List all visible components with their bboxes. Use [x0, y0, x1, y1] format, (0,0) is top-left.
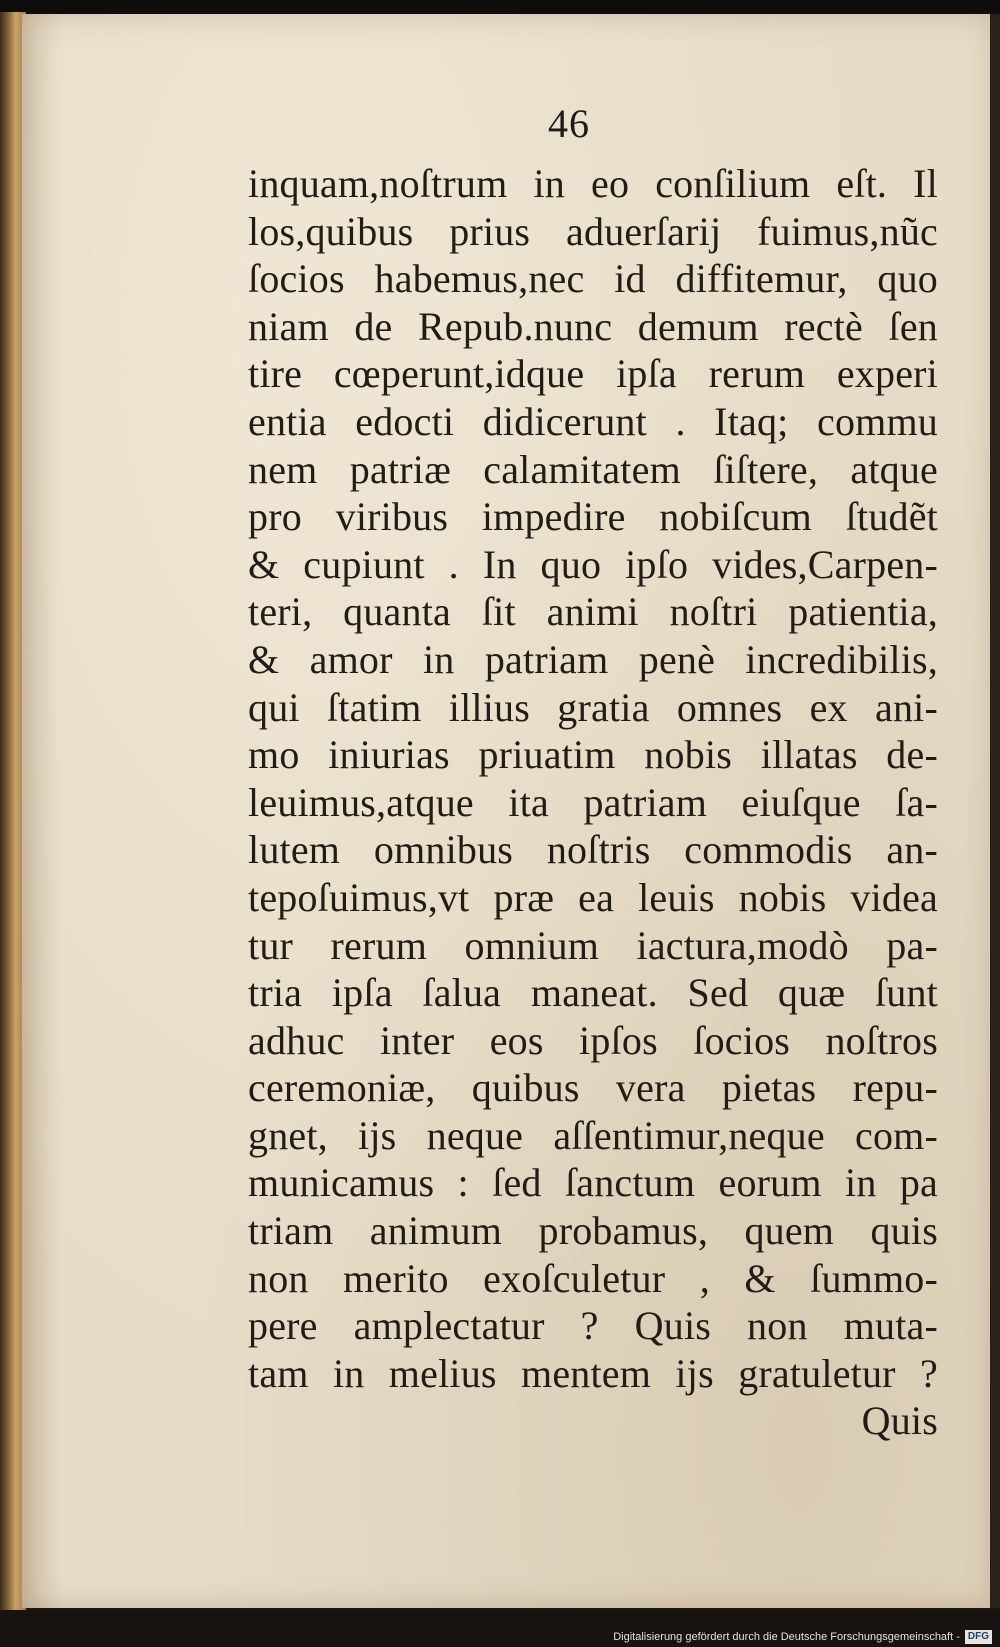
text-line: mo iniurias priuatim nobis illatas de- — [248, 732, 938, 778]
text-line: non merito exoſculetur , & ſummo- — [248, 1255, 938, 1301]
text-line: triam animum probamus, quem quis — [248, 1208, 938, 1254]
text-line: & amor in patriam penè incredibilis, — [248, 636, 938, 682]
text-line: ceremoniæ, quibus vera pietas repu- — [248, 1065, 938, 1111]
text-line: adhuc inter eos ipſos ſocios noſtros — [248, 1017, 938, 1063]
text-line: inquam,noſtrum in eo conſilium eſt. Il — [248, 161, 938, 206]
text-line: niam de Repub.nunc demum rectè ſen — [248, 303, 938, 349]
text-line: teri, quanta ſit animi noſtri patientia, — [248, 589, 938, 635]
text-line: tire cœperunt,idque ipſa rerum experi — [248, 351, 938, 397]
text-line: & cupiunt . In quo ipſo vides,Carpen- — [248, 541, 938, 587]
text-line: tur rerum omnium iactura,modò pa- — [248, 922, 938, 968]
text-line: gnet, ijs neque aſſentimur,neque com- — [248, 1112, 938, 1158]
text-line: los,quibus prius aduerſarij fuimus,nũc — [248, 208, 938, 254]
credit-text: Digitalisierung gefördert durch die Deutsche Forschungsgemeinschaft - — [613, 1631, 960, 1643]
text-line: municamus : ſed ſanctum eorum in pa — [248, 1160, 938, 1206]
text-line: nem patriæ calamitatem ſiſtere, atque — [248, 446, 938, 492]
text-line: ſocios habemus,nec id diffitemur, quo — [248, 256, 938, 302]
text-line: pro viribus impedire nobiſcum ſtudẽt — [248, 494, 938, 540]
catchword: Quis — [861, 1398, 938, 1444]
page-text — [248, 160, 938, 1445]
text-line: tepoſuimus,vt præ ea leuis nobis videa — [248, 874, 938, 920]
page-number: 46 — [548, 101, 590, 146]
text-line: tam in melius mentem ijs gratuletur ? — [248, 1350, 938, 1396]
scan-right-border — [990, 14, 1000, 1608]
digitization-credit — [613, 1630, 992, 1644]
text-line: entia edocti didicerunt . Itaq; commu — [248, 398, 938, 444]
scan-top-border — [0, 0, 1000, 14]
text-line: qui ſtatim illius gratia omnes ex ani- — [248, 684, 938, 730]
text-line: lutem omnibus noſtris commodis an- — [248, 827, 938, 873]
text-line: tria ipſa ſalua maneat. Sed quæ ſunt — [248, 970, 938, 1016]
dfg-logo-icon: DFG — [965, 1630, 992, 1644]
text-line: pere amplectatur ? Quis non muta- — [248, 1303, 938, 1349]
text-line: leuimus,atque ita patriam eiuſque ſa- — [248, 779, 938, 825]
